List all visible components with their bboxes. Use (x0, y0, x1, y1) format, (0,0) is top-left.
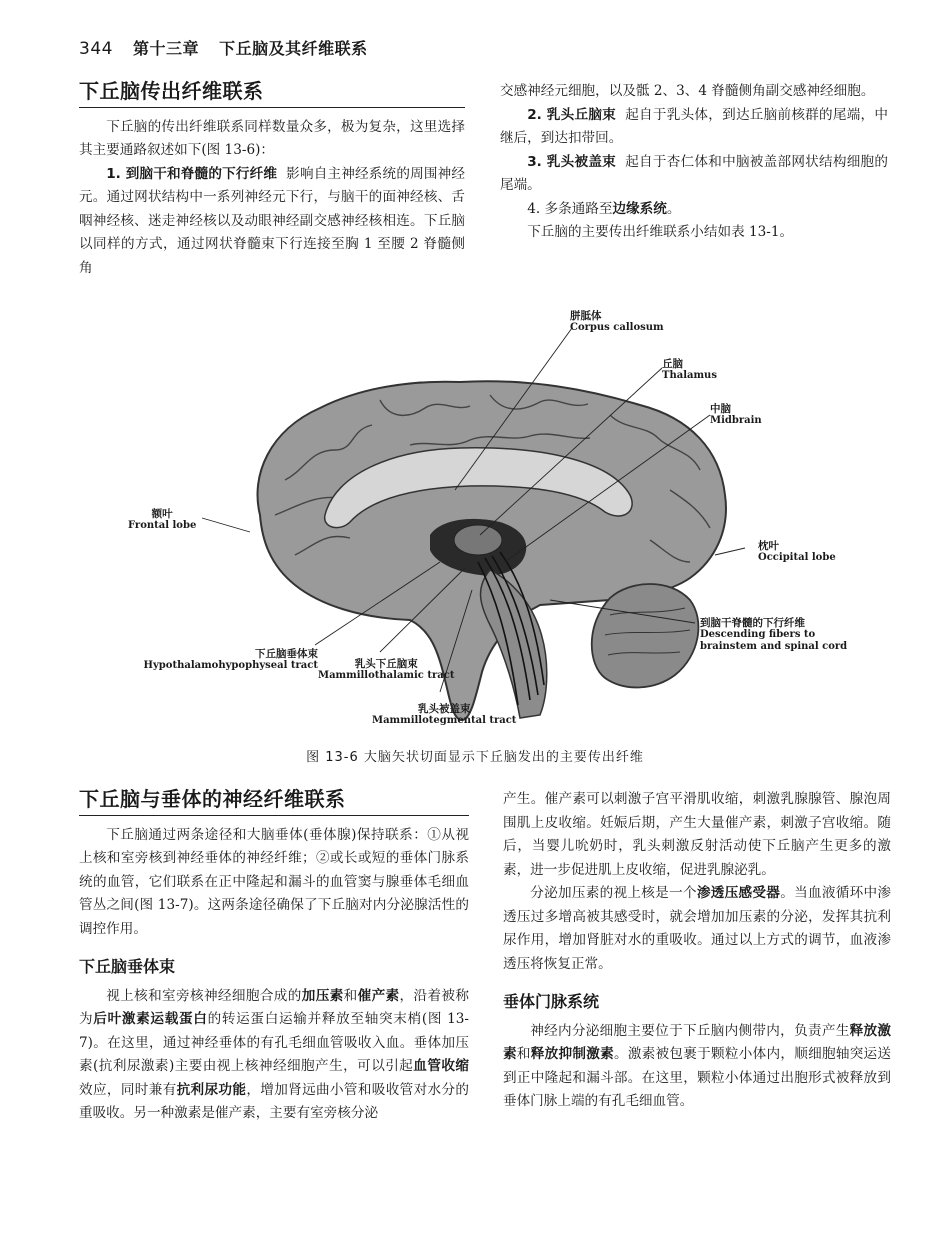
label-descending-fibers (700, 617, 847, 653)
r2-c: 。当血液循环中渗透压过多增高被其感受时，就会增加加压素的分泌，发挥其抗利尿作用，增加肾脏对水的重吸收。通过以上方式的调节，血液渗透压将恢复正常。 (503, 885, 892, 972)
r2-a: 分泌加压素的视上核是一个 (530, 885, 697, 901)
label-mamth-en: Mammillothalamic tract (318, 670, 455, 681)
brain-illustration (110, 300, 890, 740)
label-midbrain-cn: 中脑 (710, 403, 731, 415)
label-mamteg-cn: 乳头被盖束 (417, 703, 471, 715)
brain-sagittal-figure (110, 300, 890, 740)
label-occipital-lobe (758, 540, 836, 564)
item1-continued: 交感神经元细胞，以及骶 2、3、4 脊髓侧角副交感神经细胞。 (500, 83, 875, 99)
label-corpus-en: Corpus callosum (570, 322, 664, 333)
p1-f: 效应，同时兼有 (79, 1081, 177, 1098)
label-frontal-lobe (128, 508, 196, 532)
label-desc-en2: brainstem and spinal cord (700, 641, 848, 652)
running-header (79, 36, 368, 59)
item1-text: 影响自主神经系统的周围神经元。通过网状结构中一系列神经元下行，与脑干的面神经核、舌咽神经核、迷走神经核以及动眼神经副交感神经核相连。下丘脑以同样的方式，通过网状脊髓束下行连接至胸 1 至腰 2 脊髓侧角 (79, 165, 465, 276)
item4-bold: 边缘系统 (612, 200, 667, 217)
item4-pre: 4. 多条通路至 (527, 200, 613, 217)
item3-text: 起自于杏仁体和中脑被盖部网状结构细胞的尾端。 (500, 153, 888, 193)
sub2-title: 垂体门脉系统 (503, 992, 600, 1011)
sec2-p1 (79, 985, 469, 1126)
label-mammillothalamic (318, 658, 454, 682)
sec2-title: 下丘脑与垂体的神经纤维联系 (79, 788, 469, 816)
label-occipital-en: Occipital lobe (758, 552, 836, 563)
sec2-intro: 下丘脑通过两条途径和大脑垂体(垂体腺)保持联系：①从视上核和室旁核到神经垂体的神经纤维；②或长或短的垂体门脉系统的血管，它们联系在正中隆起和漏斗的血管窦与腺垂体毛细血管丛之间(图 13-7)。这两条途径确保了下丘脑对内分泌腺活性的调控作用。 (79, 826, 469, 937)
sec1-left-column (79, 80, 465, 280)
sec1-summary: 下丘脑的主要传出纤维联系小结如表 13-1。 (527, 224, 794, 240)
figure-caption: 图 13-6 大脑矢状切面显示下丘脑发出的主要传出纤维 (306, 750, 644, 765)
r2-b: 渗透压感受器 (696, 885, 781, 901)
sec1-item4 (500, 198, 888, 222)
label-frontal-cn: 额叶 (151, 508, 173, 520)
sec2-r2 (503, 882, 891, 976)
label-hypothalamohypophyseal (143, 648, 318, 672)
label-desc-en1: Descending fibers to (700, 629, 816, 640)
label-mamth-cn: 乳头下丘脑束 (354, 658, 418, 670)
sec1-intro: 下丘脑的传出纤维联系同样数量众多，极为复杂，这里选择其主要通路叙述如下(图 13-6)： (79, 118, 465, 158)
label-midbrain-en: Midbrain (710, 415, 762, 426)
item2-label: 2. 乳头丘脑束 (527, 106, 617, 123)
label-mammillotegmental (372, 703, 516, 727)
label-frontal-en: Frontal lobe (128, 520, 197, 531)
sec1-item1 (79, 163, 465, 281)
label-corpus-cn: 胼胝体 (570, 310, 602, 322)
p1-g: ，增加肾远曲小管和吸收管对水分的重吸收。另一种激素是催产素，主要有室旁核分泌 (79, 1081, 470, 1121)
r3-a: 神经内分泌细胞主要位于下丘脑内侧带内，负责产生 (530, 1022, 850, 1039)
r3-b1: 释放激素 (503, 1022, 892, 1062)
p1-a: 视上核和室旁核神经细胞合成的 (106, 987, 302, 1004)
item1-label: 1. 到脑干和脊髓的下行纤维 (106, 165, 278, 182)
sec1-item3 (500, 151, 888, 198)
label-thalamus-cn: 丘脑 (662, 358, 683, 370)
r3-d: 。激素被包裹于颗粒小体内，顺细胞轴突运送到正中隆起和漏斗部。在这里，颗粒小体通过出胞形式被释放到垂体门脉上端的有孔毛细血管。 (503, 1046, 892, 1109)
label-hypo-en: Hypothalamohypophyseal tract (143, 660, 318, 671)
item4-post: 。 (666, 200, 681, 217)
label-desc-cn: 到脑干脊髓的下行纤维 (700, 617, 805, 629)
p1-b5: 抗利尿功能 (176, 1081, 247, 1098)
p1-b4: 血管收缩 (413, 1058, 469, 1074)
r3-b2: 释放抑制激素 (530, 1046, 614, 1062)
p1-c: 和 (343, 987, 358, 1004)
sec2-r1: 产生。催产素可以刺激子宫平滑肌收缩，刺激乳腺腺管、腺泡周围肌上皮收缩。妊娠后期，产生大量催产素，刺激子宫收缩。随后，当婴儿吮奶时，乳头刺激反射活动使下丘脑产生更多的激素，进一步促进肌上皮收缩，促进乳腺泌乳。 (503, 791, 891, 878)
sec2-left-column (79, 788, 469, 1126)
sec1-item2 (500, 104, 888, 151)
r3-c: 和 (516, 1046, 531, 1062)
label-midbrain (710, 403, 762, 427)
p1-d: ，沿着被称为 (79, 987, 469, 1027)
p1-e: 的转运蛋白运输并释放至轴突末梢(图 13-7)。在这里，通过神经垂体的有孔毛细血管吸收入血。垂体加压素(抗利尿激素)主要由视上核神经细胞产生，可以引起 (79, 1011, 470, 1074)
p1-b2: 催产素 (357, 987, 400, 1004)
chapter-title: 下丘脑及其纤维联系 (219, 39, 368, 58)
sub1-title: 下丘脑垂体束 (79, 957, 176, 976)
label-mamteg-en: Mammillotegmental tract (372, 715, 517, 726)
p1-b1: 加压素 (301, 987, 344, 1004)
label-hypo-cn: 下丘脑垂体束 (255, 648, 318, 660)
sec1-title: 下丘脑传出纤维联系 (79, 80, 465, 108)
page-number: 344 (79, 39, 113, 59)
chapter-label: 第十三章 (133, 39, 200, 58)
item3-label: 3. 乳头被盖束 (527, 153, 617, 170)
label-thalamus (662, 358, 717, 382)
label-corpus-callosum (570, 310, 664, 334)
p1-b3: 后叶激素运载蛋白 (93, 1011, 208, 1027)
label-occipital-cn: 枕叶 (758, 540, 779, 552)
sec2-right-column (503, 788, 891, 1114)
item2-text: 起自于乳头体，到达丘脑前核群的尾端，中继后，到达扣带回。 (500, 106, 888, 146)
label-thalamus-en: Thalamus (662, 370, 717, 381)
sec1-right-column (500, 80, 888, 245)
sec2-r3 (503, 1020, 891, 1114)
